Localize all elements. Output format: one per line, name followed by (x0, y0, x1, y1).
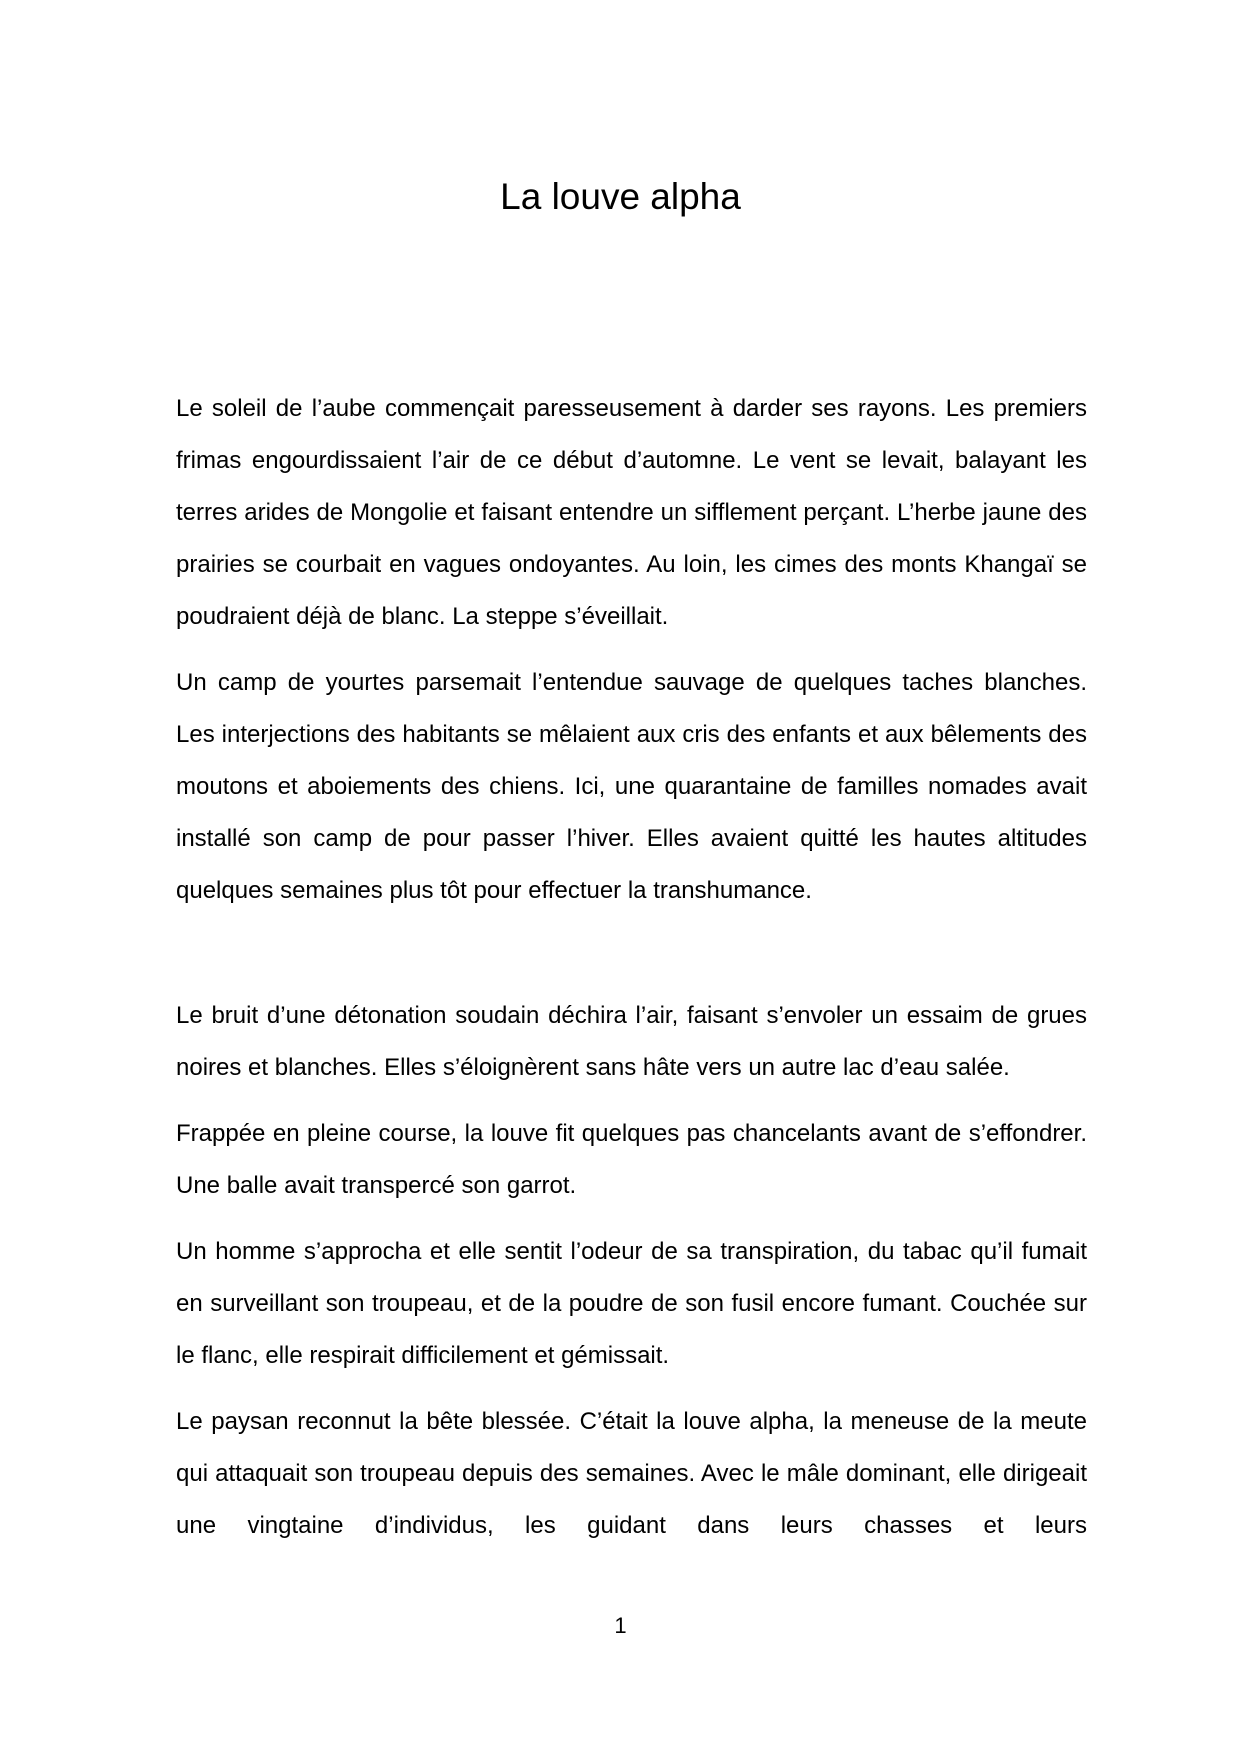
paragraph: Un camp de yourtes parsemait l’entendue sauvage de quelques taches blanches. Les interjections des habitants se mêlaient aux cris des enfants et aux bêlements des moutons et aboiements des chiens. Ici, une quarantaine de familles nomades avait installé son camp de pour passer l’hiver. Elles avaient quitté les hautes altitudes quelques semaines plus tôt pour effectuer la transhumance. (176, 669, 1087, 904)
text-section-2 (176, 990, 1087, 1566)
paragraph: Frappée en pleine course, la louve fit quelques pas chancelants avant de s’effondrer. Une balle avait transpercé son garrot. (176, 1120, 1087, 1199)
page-title: La louve alpha (500, 176, 741, 217)
paragraph: Le bruit d’une détonation soudain déchira l’air, faisant s’envoler un essaim de grues noires et blanches. Elles s’éloignèrent sans hâte vers un autre lac d’eau salée. (176, 1002, 1087, 1081)
text-section-1 (176, 383, 1087, 931)
paragraph: Le paysan reconnut la bête blessée. C’était la louve alpha, la meneuse de la meute qui attaquait son troupeau depuis des semaines. Avec le mâle dominant, elle dirigeait une vingtaine d’individus, les guidant dans leurs chasses et leurs (176, 1408, 1087, 1539)
paragraph: Un homme s’approcha et elle sentit l’odeur de sa transpiration, du tabac qu’il fumait en surveillant son troupeau, et de la poudre de son fusil encore fumant. Couchée sur le flanc, elle respirait difficilement et gémissait. (176, 1238, 1087, 1369)
page-number: 1 (614, 1613, 627, 1638)
paragraph: Le soleil de l’aube commençait paresseusement à darder ses rayons. Les premiers frimas engourdissaient l’air de ce début d’automne. Le vent se levait, balayant les terres arides de Mongolie et faisant entendre un sifflement perçant. L’herbe jaune des prairies se courbait en vagues ondoyantes. Au loin, les cimes des monts Khangaï se poudraient déjà de blanc. La steppe s’éveillait. (176, 395, 1087, 630)
